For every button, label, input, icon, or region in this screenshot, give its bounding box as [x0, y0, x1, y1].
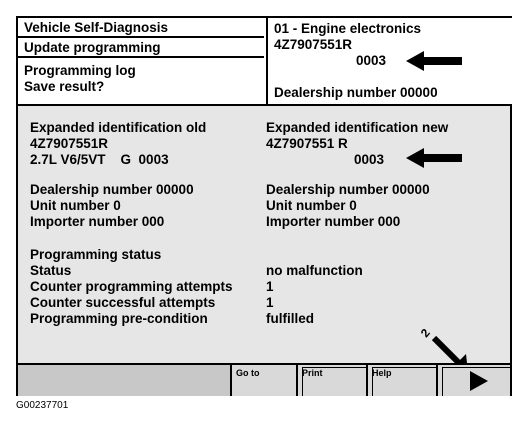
arrow-left-icon [406, 51, 464, 71]
successful-value: 1 [266, 295, 274, 310]
status-value: no malfunction [266, 263, 363, 278]
status-label: Status [30, 263, 72, 278]
log-label: Programming log [24, 63, 136, 78]
new-part-number: 4Z7907551 R [266, 136, 348, 151]
header-part-number: 4Z7907551R [274, 37, 353, 52]
save-prompt: Save result? [24, 79, 105, 94]
old-unit-number: Unit number 0 [30, 198, 121, 213]
function-title: Update programming [18, 38, 264, 58]
old-engine-code: 2.7L V6/5VT G 0003 [30, 152, 169, 167]
goto-label: Go to [236, 368, 260, 378]
button-bar [18, 363, 510, 396]
log-section [18, 58, 264, 104]
header-dealership-number: Dealership number 00000 [274, 85, 438, 100]
arrow-left-icon [406, 148, 464, 168]
callout-number: 2 [417, 325, 433, 341]
goto-button[interactable] [230, 365, 296, 396]
diagnosis-screen [16, 16, 512, 396]
help-button[interactable] [366, 365, 436, 396]
figure-code: G00237701 [16, 400, 69, 411]
attempts-value: 1 [266, 279, 274, 294]
successful-label: Counter successful attempts [30, 295, 216, 310]
app-title: Vehicle Self-Diagnosis [18, 18, 264, 38]
header-left-panel [18, 18, 266, 104]
precondition-label: Programming pre-condition [30, 311, 208, 326]
new-importer-number: Importer number 000 [266, 214, 401, 229]
header-code: 0003 [356, 53, 387, 68]
play-next-icon [470, 371, 488, 391]
system-name: 01 - Engine electronics [274, 21, 422, 36]
print-label: Print [302, 368, 323, 378]
header-right-panel [266, 18, 512, 104]
old-part-number: 4Z7907551R [30, 136, 109, 151]
precondition-value: fulfilled [266, 311, 314, 326]
new-dealership-number: Dealership number 00000 [266, 182, 430, 197]
attempts-label: Counter programming attempts [30, 279, 233, 294]
new-unit-number: Unit number 0 [266, 198, 357, 213]
new-code: 0003 [354, 152, 385, 167]
status-heading: Programming status [30, 247, 162, 262]
next-button[interactable] [436, 365, 510, 396]
old-dealership-number: Dealership number 00000 [30, 182, 194, 197]
new-id-title: Expanded identification new [266, 120, 449, 135]
old-id-title: Expanded identification old [30, 120, 207, 135]
divider [18, 104, 510, 106]
old-importer-number: Importer number 000 [30, 214, 165, 229]
print-button[interactable] [296, 365, 366, 396]
help-label: Help [372, 368, 392, 378]
